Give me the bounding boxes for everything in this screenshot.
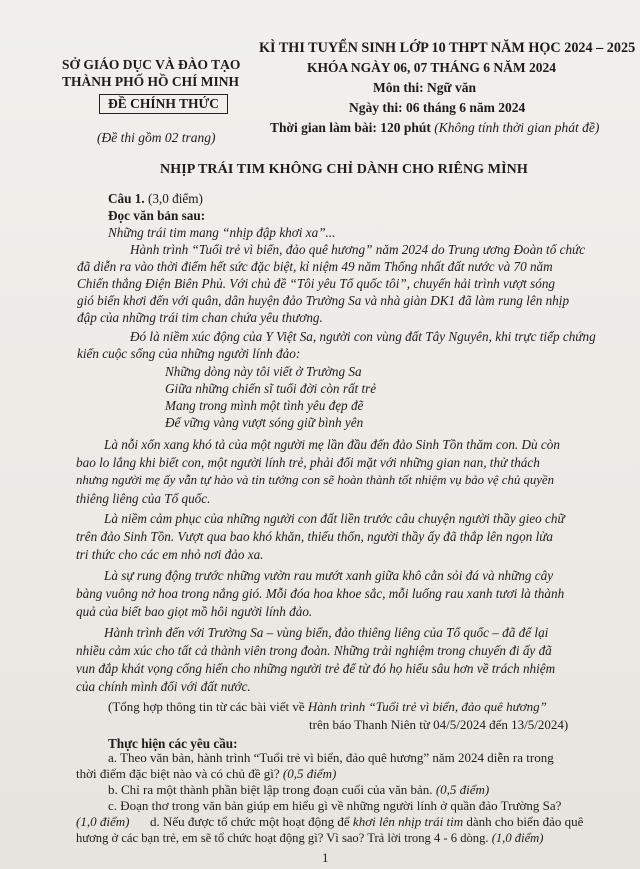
passage-line: Chiến thắng Điện Biên Phủ. Với chủ đề “Tôi yêu Tổ quốc tôi”, chuyến hải trình vượt sóng xyxy=(77,276,556,291)
passage-line: bao lo lắng khi biết con, một người lính trẻ, phải đối mặt với những gian nan, thử thách xyxy=(76,455,540,470)
passage-line: đã diễn ra vào thời điểm hết sức đặc biệt, kỉ niệm 49 năm Thống nhất đất nước và 70 năm xyxy=(77,259,553,274)
passage-line: bàng vuông nở hoa trong nắng gió. Mỗi đóa hoa khoe sắc, mỗi luống rau xanh tươi là thành xyxy=(76,586,565,601)
source-citation-line2: trên báo Thanh Niên từ 04/5/2024 đến 13/5/2024) xyxy=(309,717,569,732)
passage-opening: Những trái tim mang “nhịp đập khơi xa”... xyxy=(108,225,336,240)
poem-line: Giữa những chiến sĩ tuổi đời còn rất trẻ xyxy=(165,381,377,396)
passage-line: Hành trình “Tuổi trẻ vì biển, đảo quê hương” năm 2024 do Trung ương Đoàn tổ chức xyxy=(130,242,586,257)
task-a-points: (0,5 điểm) xyxy=(282,766,337,781)
passage-line: Là niềm cảm phục của những người con đất liền trước câu chuyện người thầy gieo chữ xyxy=(104,511,565,526)
passage-line: nhưng người mẹ ấy vẫn tự hào và tin tưởng con sẽ hoàn thành tốt nhiệm vụ bảo vệ chủ quyền xyxy=(76,473,555,487)
duration-note: (Không tính thời gian phát đề) xyxy=(434,120,600,135)
task-d-line2-text: hương ở các bạn trẻ, em sẽ tổ chức hoạt động gì? Vì sao? Trả lời trong 4 - 6 dòng. xyxy=(76,831,492,845)
task-c: c. Đoạn thơ trong văn bản giúp em hiểu gì về những người lính ở quần đảo Trường Sa? xyxy=(108,798,562,813)
duration-prefix: Thời gian làm bài: 120 phút xyxy=(270,120,435,135)
exam-session: KHÓA NGÀY 06, 07 THÁNG 6 NĂM 2024 xyxy=(307,60,557,75)
page-number: 1 xyxy=(322,850,329,865)
read-instruction: Đọc văn bản sau: xyxy=(108,208,206,223)
passage-line: Là nỗi xốn xang khó tả của một người mẹ lần đầu đến đảo Sinh Tồn thăm con. Dù còn xyxy=(104,437,560,452)
passage-line: gió biển khơi đến với quân, dân huyện đảo Trường Sa và nhà giàn DK1 đã làm rung lên nhịp xyxy=(77,293,570,308)
passage-line: nhiều cảm xúc cho tất cả thành viên trong đoàn. Những trải nghiệm trong chuyến đi ấy đã xyxy=(76,643,552,658)
source-citation xyxy=(108,698,547,715)
passage-line: tri thức cho các em nhỏ nơi đảo xa. xyxy=(76,547,264,562)
passage-line: kiến cuộc sống của những người lính đảo: xyxy=(77,346,301,361)
passage-line: thiêng liêng của Tổ quốc. xyxy=(76,491,211,506)
subject: Môn thi: Ngữ văn xyxy=(373,80,476,95)
passage-line: trên đảo Sinh Tồn. Vượt qua bao khó khăn, thiếu thốn, người thầy ấy đã thắp lên ngọn lửa xyxy=(76,529,554,544)
task-b xyxy=(108,781,489,798)
task-a-line2 xyxy=(76,765,336,782)
task-c-points: (1,0 điểm) xyxy=(76,814,130,829)
official-label: ĐỀ CHÍNH THỨC xyxy=(99,94,228,114)
poem-line: Mang trong mình một tình yêu đẹp đẽ xyxy=(165,398,364,413)
tasks-heading: Thực hiện các yêu cầu: xyxy=(108,736,238,751)
passage-line: vun đắp khát vọng cống hiến cho những người trẻ để từ đó họ hiểu sâu hơn về trách nhiệm xyxy=(76,661,556,676)
question-1-heading xyxy=(108,190,203,207)
pages-note: (Đề thi gồm 02 trang) xyxy=(97,130,216,145)
task-a: a. Theo văn bản, hành trình “Tuổi trẻ vì biển, đảo quê hương” năm 2024 diễn ra trong xyxy=(108,750,554,765)
passage-line: Là sự rung động trước những vườn rau mướt xanh giữa khô cằn sỏi đá và những cây xyxy=(104,568,554,583)
source-title: Hành trình “Tuổi trẻ vì biển, đảo quê hương” xyxy=(307,699,547,714)
task-d-prefix: d. Nếu được tổ chức một hoạt động để xyxy=(150,814,353,829)
exam-date: Ngày thi: 06 tháng 6 năm 2024 xyxy=(349,100,526,115)
passage-line: Đó là niềm xúc động của Y Việt Sa, người con vùng đất Tây Nguyên, khi trực tiếp chứng xyxy=(130,329,596,344)
question-points: (3,0 điểm) xyxy=(144,191,203,206)
task-b-points: (0,5 điểm) xyxy=(435,782,490,797)
passage-line: Hành trình đến với Trường Sa – vùng biển, đảo thiêng liêng của Tổ quốc – đã để lại xyxy=(104,625,549,640)
task-a-text: thời điểm đặc biệt nào và có chủ đề gì? xyxy=(76,766,283,781)
source-prefix: (Tổng hợp thông tin từ các bài viết về xyxy=(108,699,308,714)
task-d xyxy=(150,813,583,830)
passage-line: quả của biết bao giọt mồ hôi người lính đảo. xyxy=(76,604,313,619)
task-d-rest: dành cho biển đảo quê xyxy=(463,814,584,829)
question-label: Câu 1. xyxy=(108,191,145,206)
passage-line: đập của những trái tim chan chứa yêu thương. xyxy=(77,310,323,325)
task-d-points: (1,0 điểm) xyxy=(491,831,544,845)
task-b-text: b. Chỉ ra một thành phần biệt lập trong đoạn cuối của văn bản. xyxy=(108,782,436,797)
department-name: SỞ GIÁO DỤC VÀ ĐÀO TẠO xyxy=(62,57,241,72)
task-d-line2 xyxy=(76,830,543,847)
duration xyxy=(270,120,599,136)
task-d-italic: khơi lên nhịp trái tim xyxy=(352,814,464,829)
poem-line: Để vững vàng vượt sóng giữ bình yên xyxy=(165,415,364,430)
exam-title: KÌ THI TUYỂN SINH LỚP 10 THPT NĂM HỌC 2024 – 2025 xyxy=(259,40,636,56)
passage-line: của chính mình đối với đất nước. xyxy=(76,679,251,694)
city-name: THÀNH PHỐ HỒ CHÍ MINH xyxy=(62,74,240,89)
poem-line: Những dòng này tôi viết ở Trường Sa xyxy=(165,364,362,379)
main-title: NHỊP TRÁI TIM KHÔNG CHỈ DÀNH CHO RIÊNG MÌNH xyxy=(160,162,528,177)
